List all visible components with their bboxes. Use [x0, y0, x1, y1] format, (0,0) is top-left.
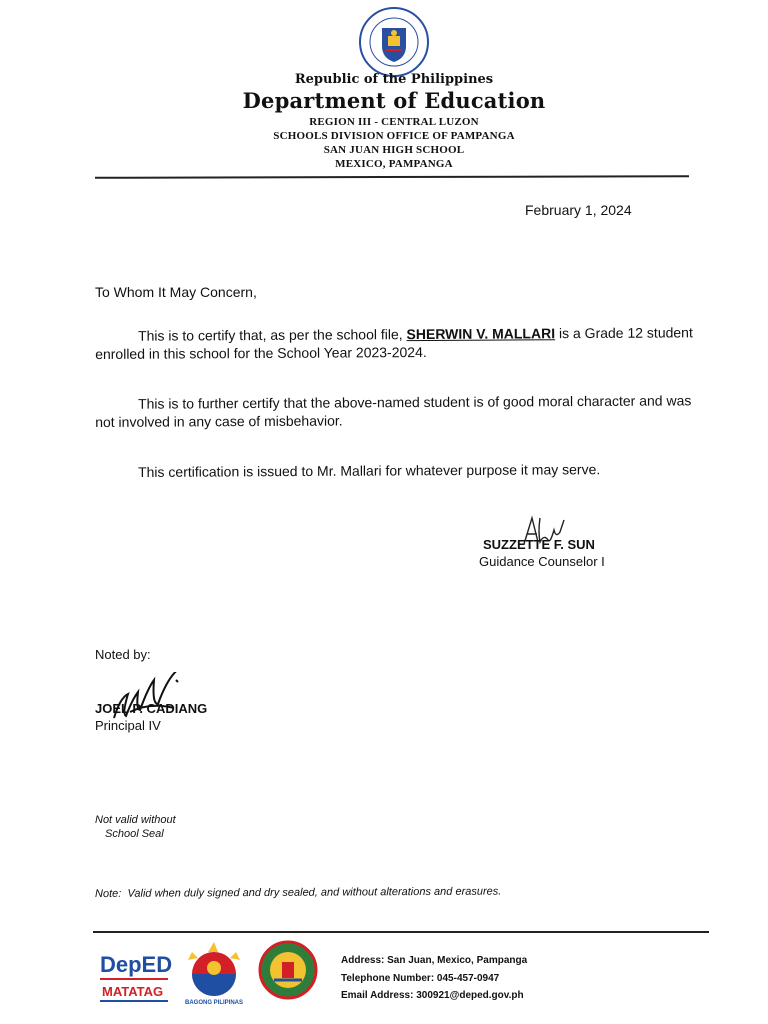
deped-seal-logo — [358, 6, 430, 78]
region-line: REGION III - CENTRAL LUZON — [309, 116, 479, 128]
paragraph-text: This is to further certify that the above-named student is of good moral character and was not involved in any case of misbehavior. — [95, 392, 692, 430]
counselor-title: Guidance Counselor I — [479, 554, 605, 569]
student-name: SHERWIN V. MALLARI — [406, 325, 556, 343]
school-address: Address: San Juan, Mexico, Pampanga — [341, 955, 528, 966]
not-valid-note — [95, 813, 176, 841]
location-line: MEXICO, PAMPANGA — [335, 158, 453, 170]
counselor-name: SUZZETTE F. SUN — [483, 537, 595, 552]
school-line: SAN JUAN HIGH SCHOOL — [323, 144, 465, 156]
school-email: Email Address: 300921@deped.gov.ph — [341, 990, 524, 1001]
division-line: SCHOOLS DIVISION OFFICE OF PAMPANGA — [273, 130, 515, 142]
san-juan-high-school-logo — [258, 940, 318, 1000]
svg-text:MATATAG: MATATAG — [102, 984, 164, 999]
paragraph-text-before: This is to certify that, as per the school file, — [138, 326, 407, 344]
principal-signature — [100, 672, 200, 724]
svg-text:DepED: DepED — [100, 952, 173, 977]
bagong-pilipinas-logo — [180, 938, 248, 1008]
principal-name: JOEL P. CADIANG — [95, 701, 208, 716]
republic-heading: Republic of the Philippines — [294, 72, 494, 87]
school-telephone: Telephone Number: 045-457-0947 — [341, 973, 500, 984]
note-label: Note: — [95, 887, 122, 900]
department-heading: Department of Education — [242, 88, 546, 113]
validity-note — [95, 886, 501, 900]
noted-by-label: Noted by: — [95, 647, 151, 662]
svg-text:BAGONG PILIPINAS: BAGONG PILIPINAS — [184, 1000, 244, 1006]
certification-paragraph — [95, 323, 693, 363]
moral-character-paragraph — [95, 391, 693, 431]
school-seal-line: School Seal — [105, 828, 164, 840]
principal-title: Principal IV — [95, 718, 161, 733]
footer-divider — [93, 931, 709, 933]
header-divider — [95, 175, 689, 179]
paragraph-text-after: is a Grade 12 student enrolled in this school for the School Year 2023-2024. — [95, 324, 693, 362]
not-valid-line: Not valid without — [95, 814, 176, 826]
purpose-paragraph: This certification is issued to Mr. Mallari for whatever purpose it may serve. — [138, 461, 601, 480]
salutation: To Whom It May Concern, — [95, 284, 257, 300]
letter-date: February 1, 2024 — [525, 202, 632, 218]
note-text: Valid when duly signed and dry sealed, and without alterations and erasures. — [127, 885, 502, 900]
deped-matatag-logo — [97, 944, 173, 1008]
